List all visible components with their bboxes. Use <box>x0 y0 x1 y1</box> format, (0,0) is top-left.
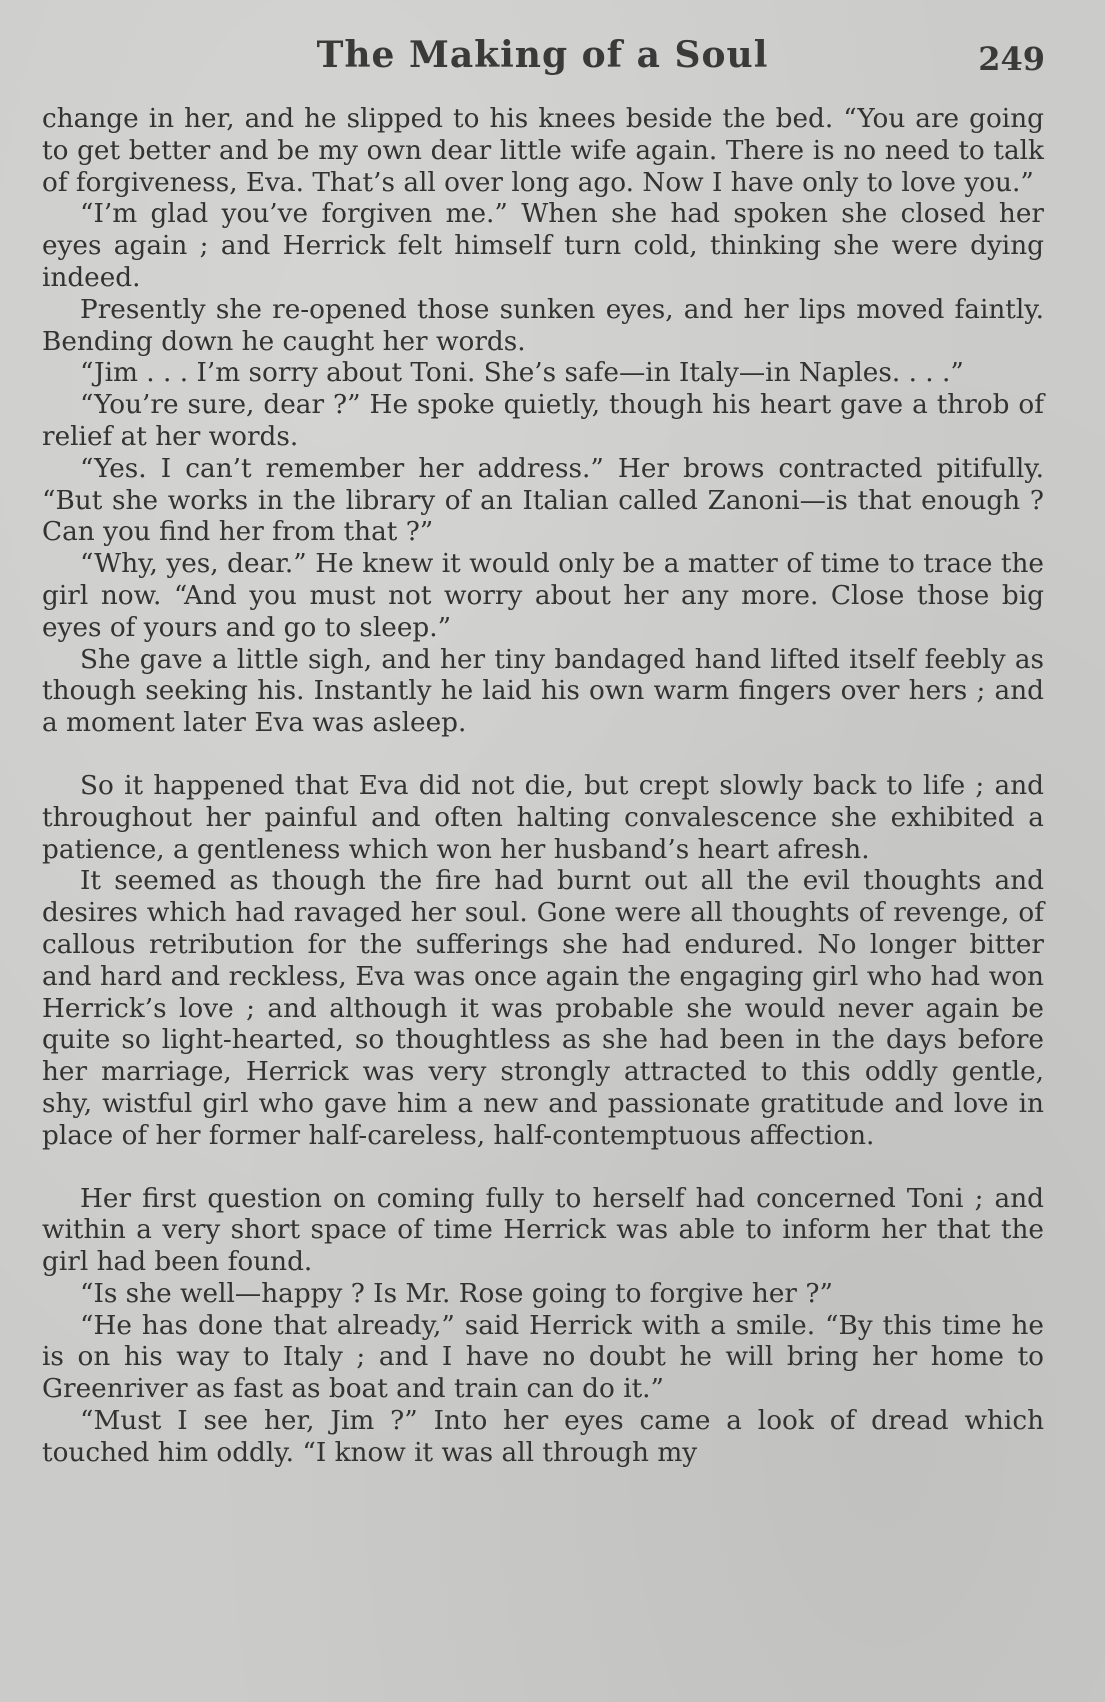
paragraph: It seemed as though the fire had burnt out all the evil thoughts and desires which had ravaged her soul. Gone were all thoughts of revenge, of callous retribution for the sufferings she had endured. No longer bitter and hard and reckless, Eva was once again the engaging girl who had won Herrick’s love ; and although it was probable she would never again be quite so light-hearted, so thoughtless as she had been in the days before her marriage, Herrick was very strongly attracted to this oddly gentle, shy, wistful girl who gave him a new and passionate gratitude and love in place of her former half-careless, half-contemptuous affection. <box>42 866 1044 1151</box>
paragraph: So it happened that Eva did not die, but crept slowly back to life ; and throughout her painful and often halting convalescence she exhibited a patience, a gentleness which won her husband’s heart afresh. <box>42 770 1044 865</box>
page-header <box>40 34 1045 84</box>
body-text <box>42 104 1044 1470</box>
paragraph: “I’m glad you’ve forgiven me.” When she had spoken she closed her eyes again ; and Herrick felt himself turn cold, thinking she were dying indeed. <box>42 199 1044 293</box>
paragraph: Her first question on coming fully to herself had concerned Toni ; and within a very short space of time Herrick was able to inform her that the girl had been found. <box>42 1183 1044 1278</box>
paragraph: “Jim . . . I’m sorry about Toni. She’s safe—in Italy—in Naples. . . .” <box>80 358 964 389</box>
paragraph: “Is she well—happy ? Is Mr. Rose going to forgive her ?” <box>80 1278 833 1309</box>
paragraph: She gave a little sigh, and her tiny bandaged hand lifted itself feebly as though seeking his. Instantly he laid his own warm fingers over hers ; and a moment later Eva was asleep. <box>42 644 1044 739</box>
paragraph: “You’re sure, dear ?” He spoke quietly, though his heart gave a throb of relief at her words. <box>42 390 1044 452</box>
page-number: 249 <box>978 40 1045 78</box>
paragraph: “Must I see her, Jim ?” Into her eyes came a look of dread which touched him oddly. “I know it was all through my <box>42 1406 1044 1468</box>
paragraph: Presently she re-opened those sunken eyes, and her lips moved faintly. Bending down he caught her words. <box>42 294 1044 357</box>
running-title: The Making of a Soul <box>316 34 769 76</box>
paragraph: change in her, and he slipped to his knees beside the bed. “You are going to get better and be my own dear little wife again. There is no need to talk of forgiveness, Eva. That’s all over long ago. Now I have only to love you.” <box>42 104 1044 198</box>
paragraph: “He has done that already,” said Herrick with a smile. “By this time he is on his way to Italy ; and I have no doubt he will bring her home to Greenriver as fast as boat and train can do it.” <box>42 1310 1044 1405</box>
paragraph: “Yes. I can’t remember her address.” Her brows contracted pitifully. “But she works in the library of an Italian called Zanoni—is that enough ? Can you find her from that ?” <box>42 453 1044 548</box>
paragraph: “Why, yes, dear.” He knew it would only be a matter of time to trace the girl now. “And you must not worry about her any more. Close those big eyes of yours and go to sleep.” <box>42 549 1044 643</box>
